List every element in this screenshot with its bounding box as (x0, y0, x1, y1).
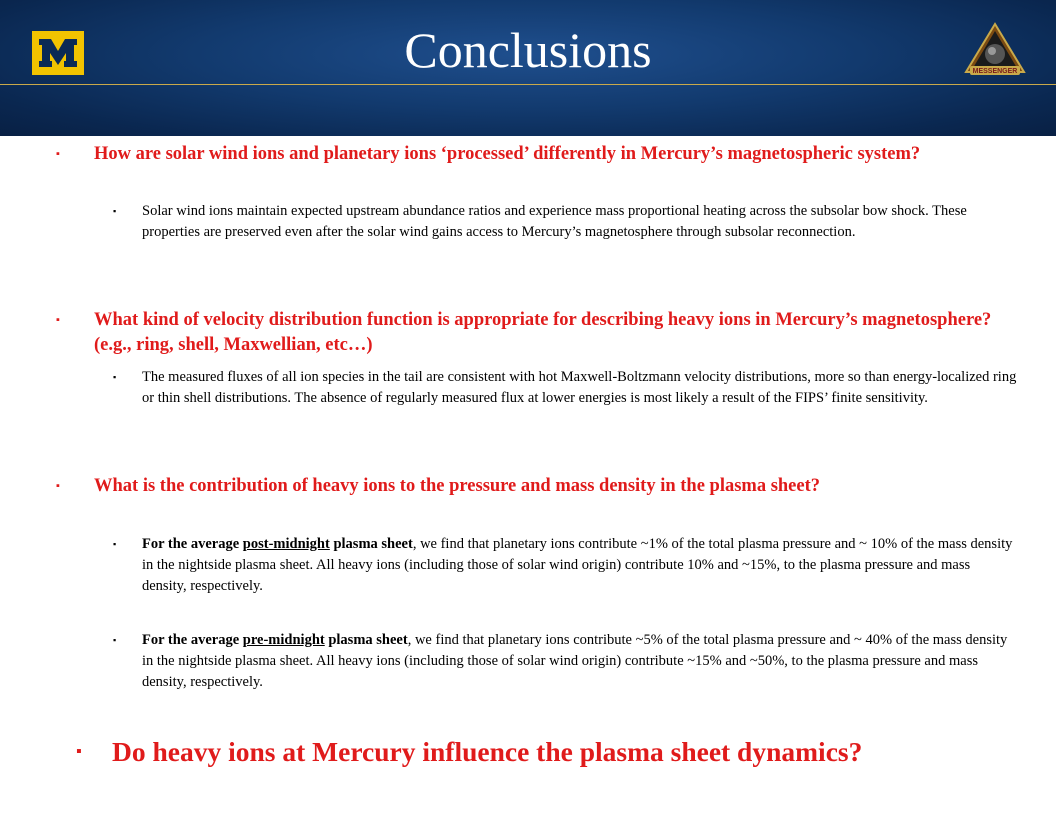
answer-3b-lead-end: plasma sheet (324, 632, 408, 648)
answer-3b (142, 630, 1017, 693)
question-3: What is the contribution of heavy ions to the pressure and mass density in the plasma sheet? (94, 476, 821, 496)
final-question: Do heavy ions at Mercury influence the plasma sheet dynamics? (112, 736, 863, 767)
bullet-icon: ▪ (56, 314, 60, 326)
answer-3a (142, 534, 1017, 597)
answer-2: The measured fluxes of all ion species in the tail are consistent with hot Maxwell-Boltzmann velocity distributions, more so than energy-localized ring or thin shell distributions. The absence of regularly measured flux at lower energies is most likely a result of the FIPS’ finite sensitivity. (142, 369, 1017, 406)
bullet-icon: ▪ (113, 635, 117, 645)
bullet-icon: ▪ (113, 539, 117, 549)
answer-3a-lead-end: plasma sheet (329, 536, 413, 552)
answer-3b-lead: For the average (142, 632, 243, 648)
question-1: How are solar wind ions and planetary ions ‘processed’ differently in Mercury’s magnetospheric system? (94, 144, 921, 164)
answer-3a-emphasis: post-midnight (242, 536, 330, 552)
bullet-icon: ▪ (56, 148, 60, 160)
bullet-icon: ▪ (56, 480, 60, 492)
bullet-icon: ▪ (113, 372, 117, 382)
question-2: What kind of velocity distribution function is appropriate for describing heavy ions in Mercury’s magnetosphere? (e.g., ring, shell, Maxwellian, etc…) (94, 310, 992, 355)
answer-3a-lead: For the average (142, 536, 243, 552)
answer-1: Solar wind ions maintain expected upstream abundance ratios and experience mass proportional heating across the subsolar bow shock. These properties are preserved even after the solar wind gains access to Mercury’s magnetosphere through subsolar reconnection. (142, 203, 967, 240)
messenger-logo-text: MESSENGER (972, 68, 1018, 75)
bullet-icon: ▪ (113, 206, 117, 216)
answer-3b-body: , we find that planetary ions contribute ~5% of the total plasma pressure and ~ 40% of the mass density in the nightside plasma sheet. All heavy ions (including those of solar wind origin) contribute ~15% and ~50%, to the plasma pressure and mass density, respectively. (142, 632, 1008, 690)
answer-3a-body: , we find that planetary ions contribute ~1% of the total plasma pressure and ~ 10% of the mass density in the nightside plasma sheet. All heavy ions (including those of solar wind origin) contribute 10% and ~15%, to the plasma pressure and mass density, respectively. (142, 536, 1013, 594)
slide-title: Conclusions (404, 22, 652, 78)
answer-3b-emphasis: pre-midnight (242, 632, 325, 648)
bullet-icon: ▪ (76, 743, 82, 760)
